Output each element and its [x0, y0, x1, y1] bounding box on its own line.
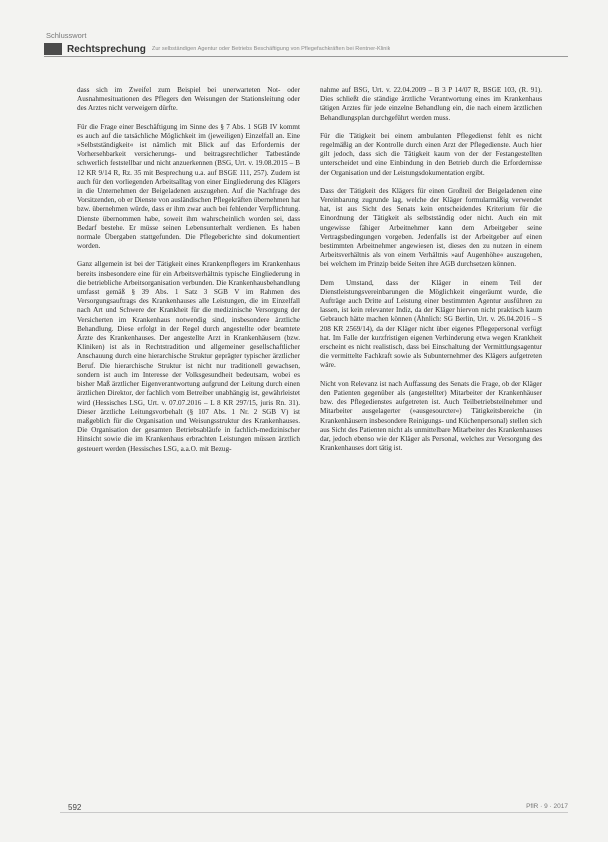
- header-bar: [44, 43, 62, 55]
- paragraph: Nicht von Relevanz ist nach Auffassung des Senats die Frage, ob der Kläger den Patienten gegenüber als (angestellter) Mitarbeiter der Krankenhäuser bzw. des Pflegedienstes aufgetreten ist. Auch Teilbetriebsteilnehmer und Mitarbeiter ausgelagerter (»ausgesourcter«) Tätigkeitsbereiche (in Krankenhäusern insbesondere Reinigungs- und Küchenpersonal) stellen sich aus Sicht des Patienten nicht als unmittelbare Mitarbeiter des Krankenhauses dar, jedoch ebenso wie der Kläger als Personal, welches zur Versorgung des Krankenhauses dort tätig ist.: [320, 379, 542, 453]
- page-header: [44, 42, 568, 57]
- paragraph: Für die Tätigkeit bei einem ambulanten Pflegedienst fehlt es nicht regelmäßig an der Kontrolle durch einen Arzt der Pflegedienste. Auch hier gilt jedoch, dass sich die Tätigkeit kaum von der der Festangestellten unterscheidet und eine Einbindung in den Betrieb durch die Erfordernisse der Organisation und der Leistungsdokumentation ergibt.: [320, 131, 542, 177]
- paragraph: Dass der Tätigkeit des Klägers für einen Großteil der Beigeladenen eine Vereinbarung zugrunde lag, welche der Kläger formularmäßig verwendet hat, ist aus Sicht des Senats kein entscheidendes Kriterium für die Einordnung der Tätigkeit als selbstständig oder nicht. Auch ein mit ungewisse fähiger Arbeitnehmer kann dem Arbeitgeber seine Vertragsbedingungen vorgeben. Jedenfalls ist der Arbeitgeber auf einen bestimmten Arbeitnehmer angewiesen ist, dieses den zu nutzen in einem Arbeitsverhältnis als von einem Verhältnis »auf Augenhöhe« auszugehen, bei welchem im Prinzip beide Seiten ihre AGB durchsetzen können.: [320, 186, 542, 269]
- issue-label: PflR · 9 · 2017: [526, 803, 568, 810]
- section-label: Schlusswort: [46, 31, 87, 40]
- paragraph: Ganz allgemein ist bei der Tätigkeit eines Krankenpflegers im Krankenhaus bereits insbesondere eine für ein Arbeitsverhältnis typische Eingliederung in die betriebliche Arbeitsorganisation verbunden. Die Krankenhausbehandlung umfasst gemäß § 39 Abs. 1 Satz 3 SGB V im Rahmen des Versorgungsauftrags des Krankenhauses alle Leistungen, die im Einzelfall nach Art und Schwere der Krankheit für die medizinische Versorgung der Versicherten im Krankenhaus notwendig sind, insbesondere ärztliche Behandlung. Diese erfolgt in der Regel durch angestellte oder beamtete Ärzte des Krankenhauses. Der angestellte Arzt in Krankenhäusern (bzw. Kliniken) ist als in Rechtstradition und allgemeiner gesellschaftlicher Anschauung durch eine hierarchische Struktur geprägter typischer ärztlicher Beruf. Die hierarchische Struktur ist nicht nur traditionell gewachsen, sondern ist auch im Interesse der Volksgesundheit bedeutsam, wobei es bisher Maß ärztlicher Eigenverantwortung aufgrund der Leitung durch einen ärztlichen Direktor, der fachlich vom Betreiber unabhängig ist, gewährleistet wird (Hessisches LSG, Urt. v. 07.07.2016 – L 8 KR 297/15, juris Rn. 31). Dieser ärztliche Leitungsvorbehalt (§ 107 Abs. 1 Nr. 2 SGB V) ist maßgeblich für die Organisation und Weisungsstruktur des Krankenhauses. Die Organisation der gesamten Betriebsabläufe in fachlich-medizinischer Hinsicht sowie die im Krankenhaus erbrachten Leistungen müssen ärztlich gesteuert werden (Hessisches LSG, a.a.O. mit Bezug-: [77, 260, 300, 453]
- right-column: [320, 86, 542, 462]
- paragraph: dass sich im Zweifel zum Beispiel bei unerwarteten Not- oder Ausnahmesituationen des Pflegers den Weisungen der Stationsleitung oder des Arztes nicht verweigern dürfte.: [77, 86, 300, 113]
- paragraph: nahme auf BSG, Urt. v. 22.04.2009 – B 3 P 14/07 R, BSGE 103, (R. 91). Dies schließt die ständige ärztliche Verantwortung eines im Krankenhaus tätigen Arztes für jede einzelne Behandlung ein, die nach einem ärztlichen Behandlungsplan durchgeführt werden muss.: [320, 86, 542, 122]
- paragraph: Für die Frage einer Beschäftigung im Sinne des § 7 Abs. 1 SGB IV kommt es auch auf die tatsächliche Möglichkeit im (jeweiligen) Einzelfall an. Eine »Selbstständigkeit« ist nämlich mit Blick auf das Erfordernis der Vorhersehbarkeit versicherungs- und beitragsrechtlicher Tatbestände schwerlich feststellbar und nicht anzuerkennen (BSG, Urt. v. 19.08.2015 – B 12 KR 9/14 R, Rz. 35 mit Besprechung u.a. auf BSGE 111, 257). Zudem ist auch für den vorliegenden Arbeitsalltag von einer Eingliederung des Klägers in die Unternehmen der Beigeladenen auszugehen. Auf die Nachfrage des Vorsitzenden, ob er Dienste von ausländischen Pflegekräften übernehmen hat bzw. übernehmen würde, dass er ihm zwar auch bei fehlender Verpflichtung. Dienste übernommen habe, soweit ihm wahrscheinlich worden sei, dass Bedarf bestehe. Er müsse seinen Lebensunterhalt verdienen. Es haben normale Übergaben stattgefunden. Die Pflegeberichte sind dokumentiert worden.: [77, 122, 300, 251]
- footer-divider: [60, 812, 568, 813]
- page-title: Rechtsprechung: [67, 43, 146, 55]
- page-number: 592: [68, 803, 82, 812]
- paragraph: Dem Umstand, dass der Kläger in einem Teil der Dienstleistungsvereinbarungen die Möglichkeit eingeräumt wurde, die Aufträge auch Dritte auf Leistung einer bestimmten Agentur ausführen zu lassen, ist kein relevanter Indiz, da der Kläger hiervon nicht praktisch kaum Gebrauch hätte machen können (Ähnlich: SG Berlin, Urt. v. 26.04.2016 – S 208 KR 2569/14), da der Kläger nicht über eigenes Pflegepersonal verfügt hat. Im Falle der kurzfristigen eigenen Verhinderung etwa wegen Krankheit erscheint es nicht realistisch, dass bei Einschaltung der Vermittlungsagentur die vermittelte Fachkraft sowie als Subunternehmer des Klägers aufgetreten wäre.: [320, 278, 542, 370]
- page-subtitle: Zur selbständigen Agentur oder Betriebs Beschäftigung von Pflegefachkräften bei Rentner-Klinik: [151, 46, 391, 52]
- left-column: [77, 86, 300, 463]
